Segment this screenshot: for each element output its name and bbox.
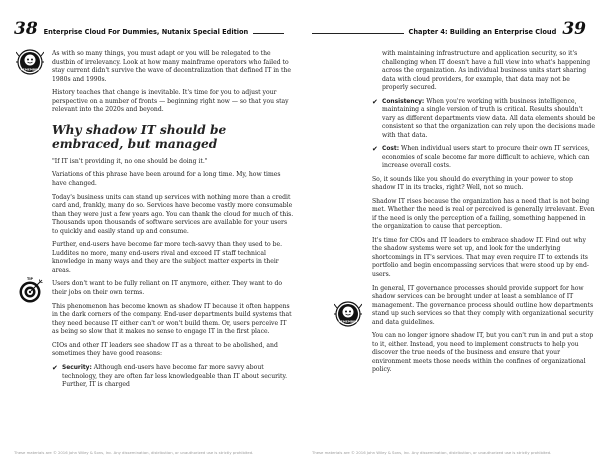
bullet-security: [52, 364, 294, 390]
bullet-text: Although end-users have become far more savvy about technology, they are often far less knowledgeable than IT about security. Further, IT is charged: [62, 364, 288, 388]
remember-icon-label: REMEMBER: [20, 67, 40, 72]
check-icon: ✔: [372, 97, 378, 106]
paragraph: Further, end-users have become far more tech-savvy than they used to be. Luddites no more, many end-users rival and exceed IT staff technical knowledge in many ways and they are the subject matter experts in their areas.: [52, 241, 283, 274]
bullet-text: When you're working with business intelligence, maintaining a single version of truth is critical. Results shouldn't vary as different departments view data. All data elements should be consistent so that the organization can rely upon the decisions made with that data.: [382, 97, 596, 139]
paragraph: Variations of this phrase have been around for a long time. My, how times have changed.: [52, 171, 281, 187]
bullet-continuation: with maintaining infrastructure and application security, so it's challenging when IT doesn't have a full view into what's happening across the organization. As individual business units start sharing data with cloud providers, for example, that data may not be properly secured.: [382, 50, 591, 91]
remember-icon: [16, 48, 44, 76]
running-head-title: Chapter 4: Building an Enterprise Cloud: [408, 28, 557, 36]
footer-notice: These materials are © 2016 John Wiley & Sons, Inc. Any dissemination, distribution, or unauthorized use is strictly prohibited.: [312, 450, 552, 455]
paragraph: CIOs and other IT leaders see shadow IT as a threat to be abolished, and sometimes they have good reasons:: [52, 341, 278, 358]
tip-icon-label: TIP: [26, 277, 34, 281]
check-icon: ✔: [52, 364, 58, 372]
check-icon: ✔: [372, 145, 378, 153]
remember-icon-label: REMEMBER: [338, 319, 358, 324]
bullet-consistency: [372, 98, 596, 141]
page-number: 38: [14, 19, 38, 39]
header-rule: [253, 33, 284, 34]
paragraph: Today's business units can stand up services with nothing more than a credit card and, frankly, many do so. Services have become vastly more consumable than they were just a few years ago. You can thank the cloud for much of this. Thousands upon thousands of software services are available for your users to quickly and easily stand up and consume.: [52, 193, 294, 235]
page-number: 39: [562, 19, 586, 39]
paragraph: As with so many things, you must adapt or you will be relegated to the dustbin of irrelevancy. Look at how many mainframe operators who failed to stay current didn't survive the wave of decentralization that defined IT in the 1980s and 1990s.: [52, 50, 292, 83]
right-page: [300, 0, 600, 463]
paragraph: So, it sounds like you should do everything in your power to stop shadow IT in its tracks, right? Well, not so much.: [372, 175, 573, 191]
bullet-cost: [372, 145, 596, 171]
paragraph: It's time for CIOs and IT leaders to embrace shadow IT. Find out why the shadow systems were set up, and look for the underlying shortcomings in IT's services. That may even require IT to extends its portfolio and begin encompassing services that were stood up by end-users.: [372, 236, 589, 278]
bullet-label: Security:: [62, 365, 92, 371]
paragraph: This phenomenon has become known as shadow IT because it often happens in the dark corners of the company. End-user departments build systems that they need because IT either can't or won't build them. Or, users perceive IT as being so slow that it makes no sense to engage IT in the first place.: [52, 302, 292, 336]
remember-icon: [334, 300, 362, 328]
paragraph: In general, IT governance processes should provide support for how shadow services can be brought under at least a semblance of IT management. The governance process should outline how departments stand up such services so that they comply with organizational security and data guidelines.: [372, 284, 594, 326]
right-column: [372, 50, 596, 380]
bullet-label: Consistency:: [382, 98, 425, 105]
right-running-header: [312, 18, 586, 38]
left-running-header: [14, 18, 284, 38]
paragraph: Users don't want to be fully reliant on IT anymore, either. They want to do their jobs on their own terms.: [52, 280, 283, 296]
header-rule: [312, 33, 404, 34]
paragraph: Shadow IT rises because the organization has a need that is not being met. Whether the need is real or perceived is generally irrelevant. Even if the need is only the perception of a failing, something happened in the organization to cause that perception.: [372, 197, 595, 231]
bullet-label: Cost:: [382, 146, 400, 152]
paragraph: "If IT isn't providing it, no one should be doing it.": [52, 157, 208, 165]
tip-icon: [16, 276, 44, 304]
section-heading: Why shadow IT should be embraced, but managed: [52, 122, 227, 151]
bullet-text: When individual users start to procure their own IT services, economies of scale become far more difficult to achieve, which can increase overall costs.: [382, 145, 590, 169]
footer-notice: These materials are © 2016 John Wiley & Sons, Inc. Any dissemination, distribution, or unauthorized use is strictly prohibited.: [14, 450, 254, 455]
left-column: [52, 50, 294, 395]
running-head-title: Enterprise Cloud For Dummies, Nutanix Special Edition: [43, 28, 249, 36]
paragraph: You can no longer ignore shadow IT, but you can't run in and put a stop to it, either. Instead, you need to implement constructs to help you discover the true needs of the business and ensure that your environment meets those needs within the confines of organizational policy.: [372, 332, 594, 374]
paragraph: History teaches that change is inevitable. It's time for you to adjust your perspective on a number of fronts — beginning right now — so that you stay relevant into the 2020s and beyond.: [52, 89, 289, 114]
